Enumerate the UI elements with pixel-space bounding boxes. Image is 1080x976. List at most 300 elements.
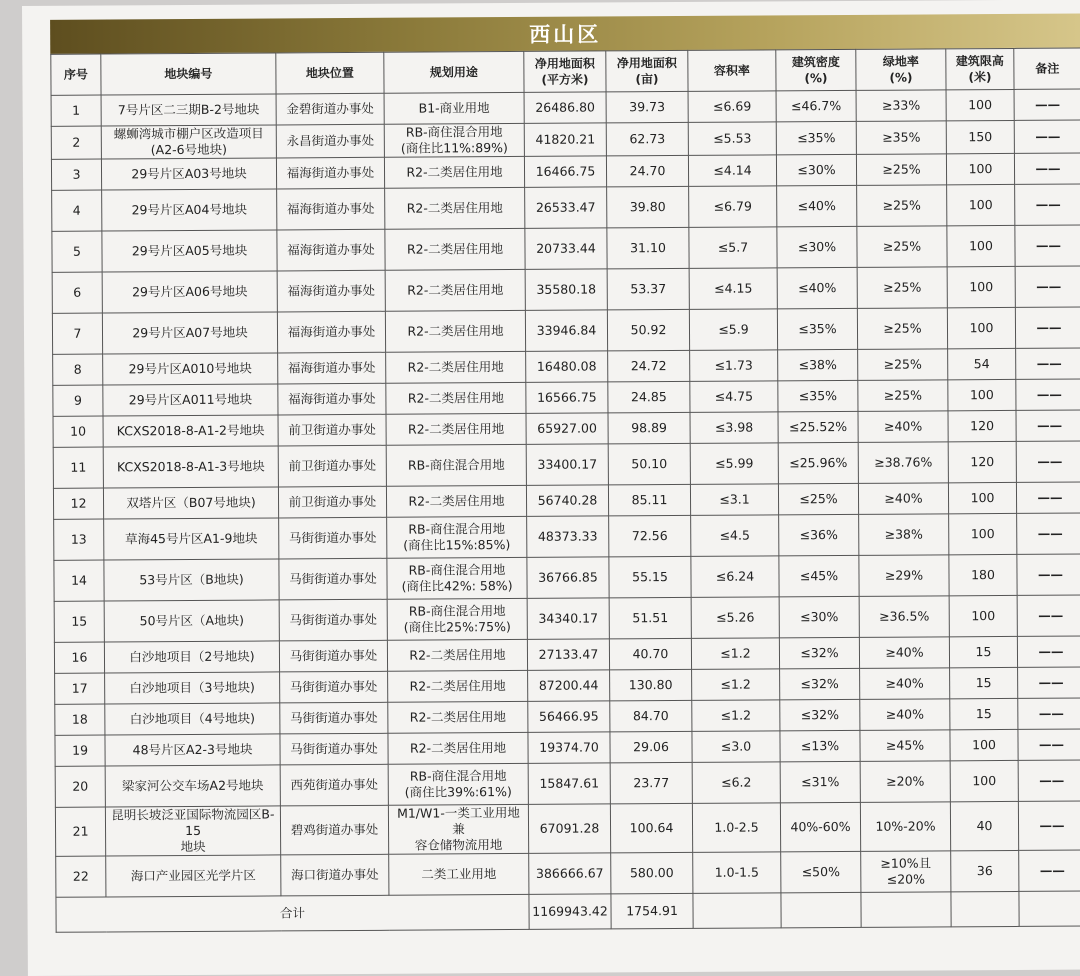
planned-use-cell <box>385 310 525 352</box>
area-mu-cell: 24.70 <box>606 155 688 187</box>
row-number-cell: 6 <box>52 272 102 313</box>
area-mu-cell: 40.70 <box>609 638 691 670</box>
area-mu-cell: 39.80 <box>607 186 689 228</box>
parcel-code-cell <box>105 765 280 807</box>
planned-use-cell <box>386 413 526 445</box>
parcel-code-text: 梁家河公交车场A2号地块 <box>121 777 264 794</box>
empty-cell <box>951 891 1019 926</box>
remark-cell: —— <box>1014 89 1080 120</box>
planned-use-cell <box>388 701 528 733</box>
height-limit-cell: 15 <box>949 636 1017 667</box>
parcel-code-cell <box>106 855 281 897</box>
parcel-location-cell: 金碧街道办事处 <box>276 93 384 125</box>
parcel-code-cell <box>104 518 279 560</box>
remark-cell: —— <box>1016 410 1080 441</box>
parcel-code-cell <box>105 806 280 856</box>
remark-cell: —— <box>1018 801 1080 850</box>
parcel-code-text: 53号片区（B地块) <box>139 571 244 588</box>
parcel-location-cell: 马街街道办事处 <box>280 733 388 765</box>
height-limit-cell: 100 <box>946 153 1014 184</box>
remark-cell: —— <box>1017 595 1080 636</box>
column-header <box>688 50 776 92</box>
planned-use-cell <box>387 639 527 671</box>
parcel-code-cell <box>105 703 280 735</box>
remark-cell: —— <box>1015 184 1080 225</box>
row-number-cell: 2 <box>51 126 101 159</box>
table-row <box>56 850 1080 897</box>
green-ratio-cell: ≥25% <box>858 349 948 381</box>
remark-cell: —— <box>1016 348 1080 379</box>
remark-cell: —— <box>1015 225 1080 266</box>
area-mu-cell: 24.72 <box>608 350 690 382</box>
planned-use-text: (商住比42%: 58%) <box>401 578 513 594</box>
area-sqm-cell: 19374.70 <box>528 732 610 764</box>
row-number-cell: 4 <box>52 190 102 231</box>
planned-use-cell <box>385 187 525 229</box>
parcel-location-cell: 西苑街道办事处 <box>280 764 388 806</box>
column-header <box>101 53 276 95</box>
height-limit-cell: 40 <box>950 801 1018 850</box>
green-ratio-cell: ≥45% <box>860 730 950 762</box>
green-ratio-cell: ≥25% <box>856 154 946 186</box>
parcel-code-text: (A2-6号地块) <box>150 141 228 158</box>
remark-cell: —— <box>1015 266 1080 307</box>
parcel-code-text: 29号片区A07号地块 <box>132 324 248 341</box>
planned-use-cell <box>384 123 524 157</box>
planned-use-text: (商住比11%:89%) <box>400 140 508 156</box>
remark-cell: —— <box>1016 379 1080 410</box>
floor-area-ratio-cell: ≤5.53 <box>688 122 776 156</box>
planned-use-cell <box>388 763 528 805</box>
parcel-code-text: 29号片区A011号地块 <box>128 391 253 408</box>
parcel-location-cell: 海口街道办事处 <box>281 854 389 896</box>
building-density-cell: ≤25.52% <box>778 411 858 442</box>
table-row <box>52 225 1080 272</box>
parcel-location-cell: 福海街道办事处 <box>277 188 385 230</box>
column-header-text: 建筑密度 <box>791 55 840 70</box>
table-header-row <box>51 48 1080 95</box>
building-density-cell: 40%-60% <box>780 802 860 851</box>
column-header <box>776 49 856 90</box>
area-sqm-cell: 36766.85 <box>527 557 609 599</box>
remark-cell: —— <box>1014 153 1080 184</box>
parcel-code-cell <box>104 641 279 673</box>
planned-use-text: 二类工业用地 <box>421 866 497 882</box>
floor-area-ratio-cell: 1.0-2.5 <box>692 803 780 853</box>
planned-use-cell <box>388 804 528 854</box>
green-ratio-cell: ≥33% <box>856 90 946 122</box>
green-ratio-cell: ≥40% <box>859 637 949 669</box>
parcel-code-cell <box>102 189 277 231</box>
column-header-text: (米) <box>968 70 992 85</box>
table-row <box>54 513 1080 560</box>
area-mu-cell: 84.70 <box>610 700 692 732</box>
floor-area-ratio-cell: ≤5.26 <box>691 597 779 639</box>
empty-cell <box>861 892 951 928</box>
parcel-code-cell <box>105 734 280 766</box>
remark-cell: —— <box>1018 729 1080 760</box>
green-ratio-cell: 10%-20% <box>860 802 950 852</box>
remark-cell: —— <box>1016 441 1080 482</box>
table-row <box>54 595 1080 642</box>
planned-use-cell <box>384 156 524 188</box>
area-mu-cell: 39.73 <box>606 91 688 123</box>
parcel-code-cell <box>105 672 280 704</box>
remark-cell: —— <box>1018 760 1080 801</box>
row-number-cell: 5 <box>52 231 102 272</box>
row-number-cell: 9 <box>53 385 103 416</box>
parcel-code-cell <box>101 94 276 126</box>
height-limit-cell: 100 <box>947 266 1015 307</box>
column-header-text: 绿地率 <box>882 54 919 69</box>
area-mu-cell: 55.15 <box>609 556 691 598</box>
table-row <box>55 801 1080 856</box>
floor-area-ratio-cell: ≤4.15 <box>689 268 777 310</box>
total-area-mu: 1754.91 <box>611 893 693 929</box>
parcel-code-text: 草海45号片区A1-9地块 <box>125 530 258 547</box>
remark-cell: —— <box>1015 307 1080 348</box>
area-mu-cell: 53.37 <box>607 268 689 310</box>
height-limit-cell: 100 <box>948 379 1016 410</box>
parcel-code-text: 29号片区A010号地块 <box>128 360 252 377</box>
document-page <box>22 0 1080 976</box>
building-density-cell: ≤35% <box>778 380 858 411</box>
planned-use-text: R2-二类居住用地 <box>407 359 504 375</box>
area-sqm-cell: 16566.75 <box>526 382 608 414</box>
parcel-location-cell: 永昌街道办事处 <box>276 124 384 158</box>
column-header <box>946 48 1014 89</box>
column-header-text: (%) <box>889 70 913 85</box>
green-ratio-cell: ≥25% <box>858 380 948 412</box>
area-mu-cell: 50.92 <box>607 309 689 351</box>
parcel-location-cell: 福海街道办事处 <box>276 157 384 189</box>
building-density-cell: ≤46.7% <box>776 90 856 121</box>
building-density-cell: ≤30% <box>777 226 857 267</box>
row-number-cell: 19 <box>55 735 105 766</box>
floor-area-ratio-cell: ≤4.5 <box>691 515 779 557</box>
area-sqm-cell: 48373.33 <box>527 516 609 558</box>
building-density-cell: ≤32% <box>779 637 859 668</box>
parcel-code-text: 白沙地项目（2号地块) <box>129 648 255 665</box>
floor-area-ratio-cell: ≤6.79 <box>689 186 777 228</box>
row-number-cell: 18 <box>55 704 105 735</box>
parcel-location-cell: 马街街道办事处 <box>280 671 388 703</box>
floor-area-ratio-cell: ≤6.24 <box>691 556 779 598</box>
planned-use-cell <box>386 485 526 517</box>
parcel-code-text: 50号片区（A地块) <box>139 612 244 629</box>
green-ratio-cell: ≥25% <box>857 308 947 350</box>
building-density-cell: ≤35% <box>777 308 857 349</box>
area-mu-cell: 50.10 <box>608 443 690 485</box>
green-ratio-cell: ≥35% <box>856 121 946 155</box>
building-density-cell: ≤25% <box>778 483 858 514</box>
floor-area-ratio-cell: ≤5.7 <box>689 227 777 269</box>
area-sqm-cell: 386666.67 <box>529 853 611 895</box>
height-limit-cell: 100 <box>950 760 1018 801</box>
green-ratio-cell: ≥36.5% <box>859 596 949 638</box>
remark-cell: —— <box>1018 698 1080 729</box>
planned-use-text: R2-二类居住用地 <box>407 390 505 406</box>
column-header <box>856 49 946 91</box>
area-sqm-cell: 15847.61 <box>528 763 610 805</box>
floor-area-ratio-cell: ≤3.1 <box>690 484 778 516</box>
parcel-location-cell: 碧鸡街道办事处 <box>280 805 388 855</box>
area-sqm-cell: 27133.47 <box>527 639 609 671</box>
planned-use-cell <box>385 269 525 311</box>
floor-area-ratio-cell: ≤4.75 <box>690 381 778 413</box>
planned-use-text: RB-商住混合用地 <box>408 603 506 619</box>
green-ratio-cell: ≥20% <box>860 761 950 803</box>
row-number-cell: 15 <box>54 601 104 642</box>
area-sqm-cell: 87200.44 <box>528 670 610 702</box>
height-limit-cell: 15 <box>950 698 1018 729</box>
parcel-code-text: KCXS2018-8-A1-2号地块 <box>116 422 265 439</box>
column-header-text: (亩) <box>635 72 659 87</box>
remark-cell: —— <box>1018 667 1080 698</box>
parcel-location-cell: 马街街道办事处 <box>280 702 388 734</box>
green-ratio-cell: ≥38% <box>859 514 949 556</box>
table-row <box>52 266 1080 313</box>
parcel-code-cell <box>103 446 278 488</box>
area-sqm-cell: 35580.18 <box>525 269 607 311</box>
area-sqm-cell: 33400.17 <box>526 444 608 486</box>
floor-area-ratio-cell: ≤1.2 <box>692 700 780 732</box>
empty-cell <box>1019 891 1080 926</box>
height-limit-cell: 15 <box>950 667 1018 698</box>
planned-use-text: RB-商住混合用地 <box>407 457 505 473</box>
planned-use-cell <box>386 382 526 414</box>
parcel-location-cell: 福海街道办事处 <box>278 383 386 415</box>
parcel-location-cell: 福海街道办事处 <box>278 352 386 384</box>
parcel-code-text: 地块 <box>180 838 206 855</box>
column-header <box>51 54 101 95</box>
area-sqm-cell: 56466.95 <box>528 701 610 733</box>
column-header-text: 地块位置 <box>305 65 354 81</box>
parcel-code-text: 29号片区A06号地块 <box>132 283 248 300</box>
building-density-cell: ≤45% <box>779 555 859 596</box>
parcel-code-text: 48号片区A2-3号地块 <box>132 741 253 758</box>
parcel-location-cell: 前卫街道办事处 <box>278 486 386 518</box>
building-density-cell: ≤30% <box>779 596 859 637</box>
area-mu-cell: 85.11 <box>608 484 690 516</box>
planned-use-cell <box>389 853 529 895</box>
planned-use-cell <box>387 598 527 640</box>
remark-cell: —— <box>1019 850 1080 891</box>
table-row <box>52 307 1080 354</box>
area-sqm-cell: 16480.08 <box>526 351 608 383</box>
height-limit-cell: 100 <box>947 307 1015 348</box>
column-header-text: (平方米) <box>541 72 589 87</box>
building-density-cell: ≤31% <box>780 761 860 802</box>
floor-area-ratio-cell: ≤3.0 <box>692 731 780 763</box>
area-mu-cell: 24.85 <box>608 381 690 413</box>
parcel-code-cell <box>103 487 278 519</box>
parcel-code-cell <box>102 271 277 313</box>
green-ratio-cell: ≥29% <box>859 555 949 597</box>
planned-use-cell <box>385 228 525 270</box>
area-sqm-cell: 26533.47 <box>525 187 607 229</box>
column-header <box>384 51 524 93</box>
height-limit-cell: 36 <box>951 850 1019 891</box>
area-mu-cell: 100.64 <box>610 803 692 853</box>
area-mu-cell: 23.77 <box>610 762 692 804</box>
area-mu-cell: 31.10 <box>607 227 689 269</box>
building-density-cell: ≤40% <box>777 185 857 226</box>
row-number-cell: 14 <box>54 560 104 601</box>
floor-area-ratio-cell: ≤1.2 <box>691 638 779 670</box>
parcel-code-text: 29号片区A04号地块 <box>131 201 247 218</box>
remark-cell: —— <box>1017 554 1080 595</box>
parcel-location-cell: 马街街道办事处 <box>279 599 387 641</box>
parcel-code-cell <box>104 559 279 601</box>
column-header <box>1014 48 1080 89</box>
planned-use-text: RB-商住混合用地 <box>409 768 507 784</box>
column-header <box>276 52 384 94</box>
building-density-cell: ≤32% <box>780 699 860 730</box>
area-mu-cell: 29.06 <box>610 731 692 763</box>
row-number-cell: 16 <box>54 642 104 673</box>
green-ratio-cell: ≥40% <box>860 699 950 731</box>
planned-use-text: R2-二类居住用地 <box>409 678 506 694</box>
planned-use-cell <box>386 444 526 486</box>
parcel-code-text: 螺蛳湾城市棚户区改造项目 <box>113 125 264 142</box>
building-density-cell: ≤38% <box>778 349 858 380</box>
total-label: 合计 <box>56 894 529 932</box>
row-number-cell: 22 <box>56 856 106 897</box>
row-number-cell: 21 <box>55 807 105 856</box>
column-header-text: 规划用途 <box>429 65 478 80</box>
total-row <box>56 891 1080 932</box>
green-ratio-cell: ≥38.76% <box>858 442 948 484</box>
area-sqm-cell: 67091.28 <box>528 804 610 854</box>
row-number-cell: 3 <box>51 159 101 190</box>
area-sqm-cell: 33946.84 <box>525 310 607 352</box>
parcel-code-cell <box>103 353 278 385</box>
floor-area-ratio-cell: ≤4.14 <box>688 155 776 187</box>
green-ratio-cell: ≥40% <box>858 483 948 515</box>
row-number-cell: 17 <box>55 673 105 704</box>
height-limit-cell: 100 <box>946 89 1014 120</box>
green-ratio-cell: ≥25% <box>857 185 947 227</box>
height-limit-cell: 120 <box>948 410 1016 441</box>
row-number-cell: 7 <box>52 313 102 354</box>
floor-area-ratio-cell: 1.0-1.5 <box>693 852 781 894</box>
area-mu-cell: 98.89 <box>608 412 690 444</box>
row-number-cell: 12 <box>53 488 103 519</box>
building-density-cell: ≤25.96% <box>778 442 858 483</box>
planned-use-text: R2-二类居住用地 <box>409 647 506 663</box>
parcel-code-text: 昆明长坡泛亚国际物流园区B-15 <box>111 806 275 839</box>
height-limit-cell: 100 <box>948 482 1016 513</box>
planned-use-text: R2-二类居住用地 <box>406 200 503 216</box>
row-number-cell: 10 <box>53 416 103 447</box>
planned-use-text: RB-商住混合用地 <box>405 124 503 140</box>
parcel-code-cell <box>101 158 276 190</box>
floor-area-ratio-cell: ≤5.99 <box>690 443 778 485</box>
parcel-code-cell <box>101 125 276 159</box>
height-limit-cell: 100 <box>947 184 1015 225</box>
parcel-code-text: 29号片区A03号地块 <box>131 165 247 182</box>
planned-use-cell <box>387 557 527 599</box>
building-density-cell: ≤13% <box>780 730 860 761</box>
planned-use-text: R2-二类居住用地 <box>407 323 504 339</box>
area-sqm-cell: 26486.80 <box>524 92 606 124</box>
land-parcel-table <box>50 48 1080 933</box>
column-header-text: 净用地面积 <box>616 56 677 71</box>
row-number-cell: 20 <box>55 766 105 807</box>
parcel-code-text: 白沙地项目（3号地块) <box>129 679 255 696</box>
green-ratio-cell: ≥40% <box>860 668 950 700</box>
planned-use-cell <box>384 92 524 124</box>
column-header-text: (%) <box>804 71 828 86</box>
table-row <box>52 184 1080 231</box>
building-density-cell: ≤32% <box>780 668 860 699</box>
parcel-location-cell: 马街街道办事处 <box>279 640 387 672</box>
total-area-sqm: 1169943.42 <box>529 894 611 930</box>
parcel-code-cell <box>103 384 278 416</box>
planned-use-text: M1/W1-一类工业用地兼 <box>397 804 520 837</box>
height-limit-cell: 100 <box>950 729 1018 760</box>
column-header <box>606 50 688 92</box>
floor-area-ratio-cell: ≤6.2 <box>692 762 780 804</box>
height-limit-cell: 150 <box>946 120 1014 153</box>
green-ratio-cell: ≥10%且≤20% <box>861 851 951 893</box>
table-body <box>51 89 1080 932</box>
parcel-code-cell <box>102 312 277 354</box>
planned-use-cell <box>387 516 527 558</box>
parcel-code-text: 29号片区A05号地块 <box>131 242 248 259</box>
area-mu-cell: 130.80 <box>610 669 692 701</box>
floor-area-ratio-cell: ≤6.69 <box>688 91 776 123</box>
planned-use-text: R2-二类居住用地 <box>409 740 507 756</box>
floor-area-ratio-cell: ≤5.9 <box>689 309 777 351</box>
row-number-cell: 13 <box>54 519 104 560</box>
height-limit-cell: 100 <box>949 595 1017 636</box>
planned-use-text: B1-商业用地 <box>418 100 490 116</box>
parcel-code-text: 白沙地项目（4号地块) <box>129 710 256 727</box>
building-density-cell: ≤30% <box>776 154 856 185</box>
parcel-location-cell: 福海街道办事处 <box>277 270 385 312</box>
remark-cell: —— <box>1017 636 1080 667</box>
parcel-code-cell <box>103 415 278 447</box>
row-number-cell: 8 <box>53 354 103 385</box>
empty-cell <box>693 893 781 929</box>
planned-use-text: (商住比15%:85%) <box>403 537 511 553</box>
parcel-location-cell: 福海街道办事处 <box>277 229 385 271</box>
planned-use-text: R2-二类居住用地 <box>409 709 506 725</box>
area-mu-cell: 580.00 <box>611 852 693 894</box>
floor-area-ratio-cell: ≤1.2 <box>692 669 780 701</box>
area-sqm-cell: 20733.44 <box>525 228 607 270</box>
planned-use-text: 容仓储物流用地 <box>414 837 503 853</box>
height-limit-cell: 180 <box>949 554 1017 595</box>
parcel-location-cell: 马街街道办事处 <box>279 517 387 559</box>
column-header-text: 容积率 <box>713 63 750 78</box>
column-header-text: 地块编号 <box>164 66 213 82</box>
remark-cell: —— <box>1016 482 1080 513</box>
parcel-location-cell: 前卫街道办事处 <box>278 414 386 446</box>
parcel-code-text: KCXS2018-8-A1-3号地块 <box>116 458 265 475</box>
floor-area-ratio-cell: ≤3.98 <box>690 412 778 444</box>
column-header-text: 序号 <box>63 67 88 82</box>
planned-use-cell <box>388 670 528 702</box>
area-sqm-cell: 65927.00 <box>526 413 608 445</box>
planned-use-cell <box>386 351 526 383</box>
parcel-location-cell: 福海街道办事处 <box>277 311 385 353</box>
green-ratio-cell: ≥40% <box>858 411 948 443</box>
planned-use-text: R2-二类居住用地 <box>407 421 505 437</box>
area-sqm-cell: 41820.21 <box>524 123 606 157</box>
